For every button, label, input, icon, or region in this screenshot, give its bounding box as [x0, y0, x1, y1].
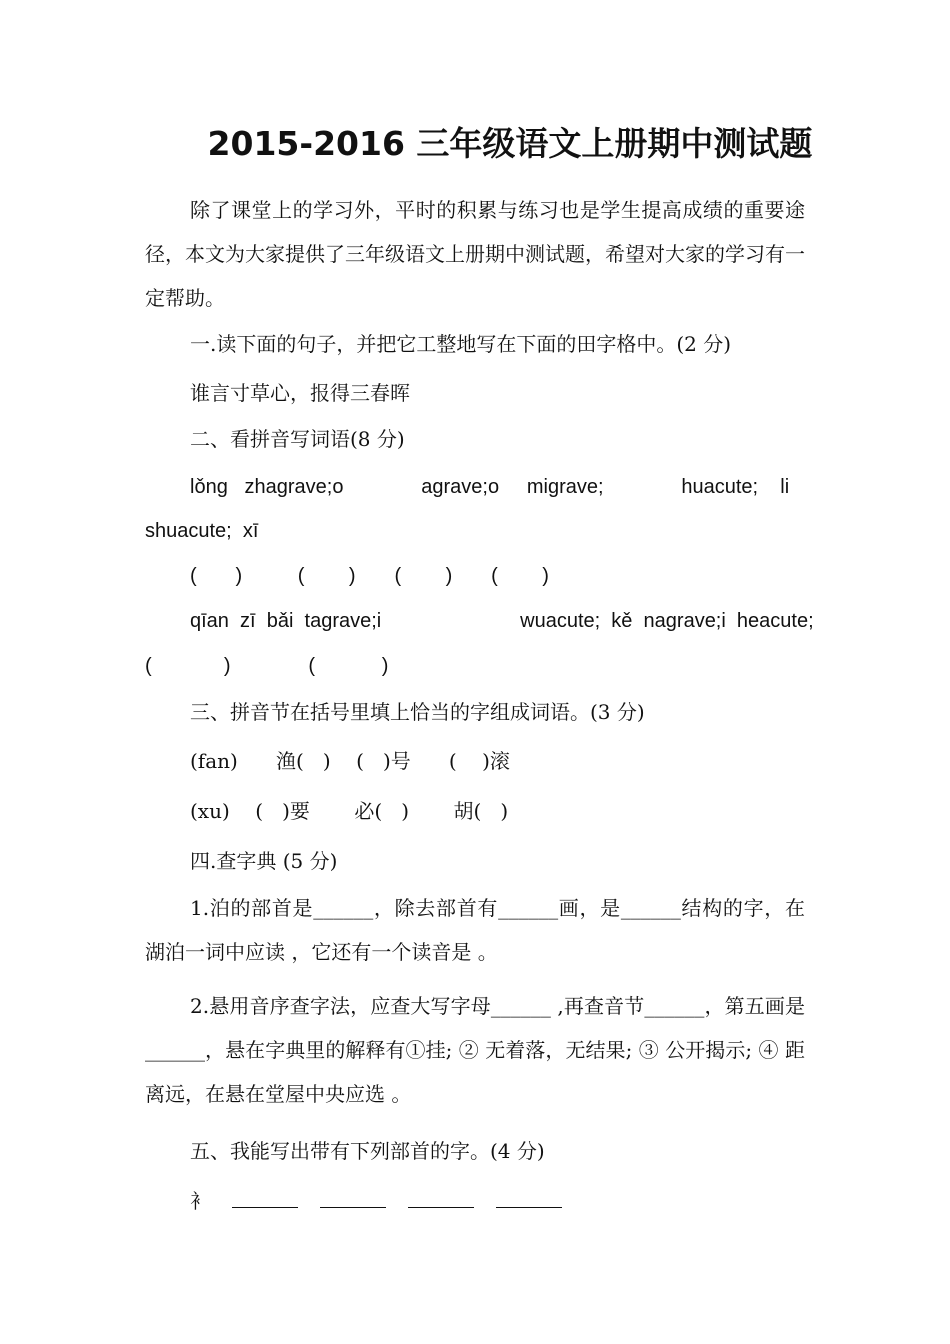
answer-blank[interactable] — [496, 1189, 562, 1208]
q1-heading: 一.读下面的句子，并把它工整地写在下面的田字格中。(2 分) — [190, 332, 732, 356]
q2-paren-line1: ( ) ( ) ( ) ( ) — [190, 565, 549, 587]
q2-pinyin-line1: lǒng zhagrave;o agrave;o migrave; huacute; li — [190, 476, 790, 498]
answer-blank[interactable] — [320, 1189, 386, 1208]
q5-answer-row — [190, 1187, 584, 1215]
q2-pinyin-line1-cont: shuacute; xī — [145, 520, 259, 542]
intro-paragraph: 除了课堂上的学习外，平时的积累与练习也是学生提高成绩的重要途径，本文为大家提供了三年级语文上册期中测试题，希望对大家的学习有一定帮助。 — [145, 198, 805, 310]
q4-heading: 四.查字典 (5 分) — [190, 849, 338, 873]
answer-blank[interactable] — [232, 1189, 298, 1208]
q4-item1: 1.泊的部首是______，除去部首有______画，是______结构的字，在湖泊一词中应读 ，它还有一个读音是 。 — [145, 896, 805, 964]
q3-row2: (xu) ( )要 必( ) 胡( ) — [190, 799, 509, 823]
page-title: 2015-2016 三年级语文上册期中测试题 — [207, 124, 813, 163]
q5-radical: 衤 — [190, 1189, 210, 1213]
q2-pinyin-line2: qīan zī bǎi tagrave;i wuacute; kě nagrave;i heacute; — [190, 610, 814, 632]
q3-heading: 三、拼音节在括号里填上恰当的字组成词语。(3 分) — [190, 700, 645, 724]
answer-blank[interactable] — [408, 1189, 474, 1208]
q2-paren-line2: ( ) ( ) — [145, 655, 389, 677]
q5-heading: 五、我能写出带有下列部首的字。(4 分) — [190, 1139, 545, 1163]
q2-heading: 二、看拼音写词语(8 分) — [190, 427, 405, 451]
q3-row1: (fan) 渔( ) ( )号 ( )滚 — [190, 749, 510, 773]
q4-item2: 2.悬用音序查字法，应查大写字母______ ,再查音节______，第五画是______，悬在字典里的解释有①挂; ② 无着落，无结果; ③ 公开揭示; ④ 距离远，在悬在堂屋中央应选 。 — [145, 994, 805, 1106]
q1-sentence: 谁言寸草心，报得三春晖 — [190, 381, 410, 405]
